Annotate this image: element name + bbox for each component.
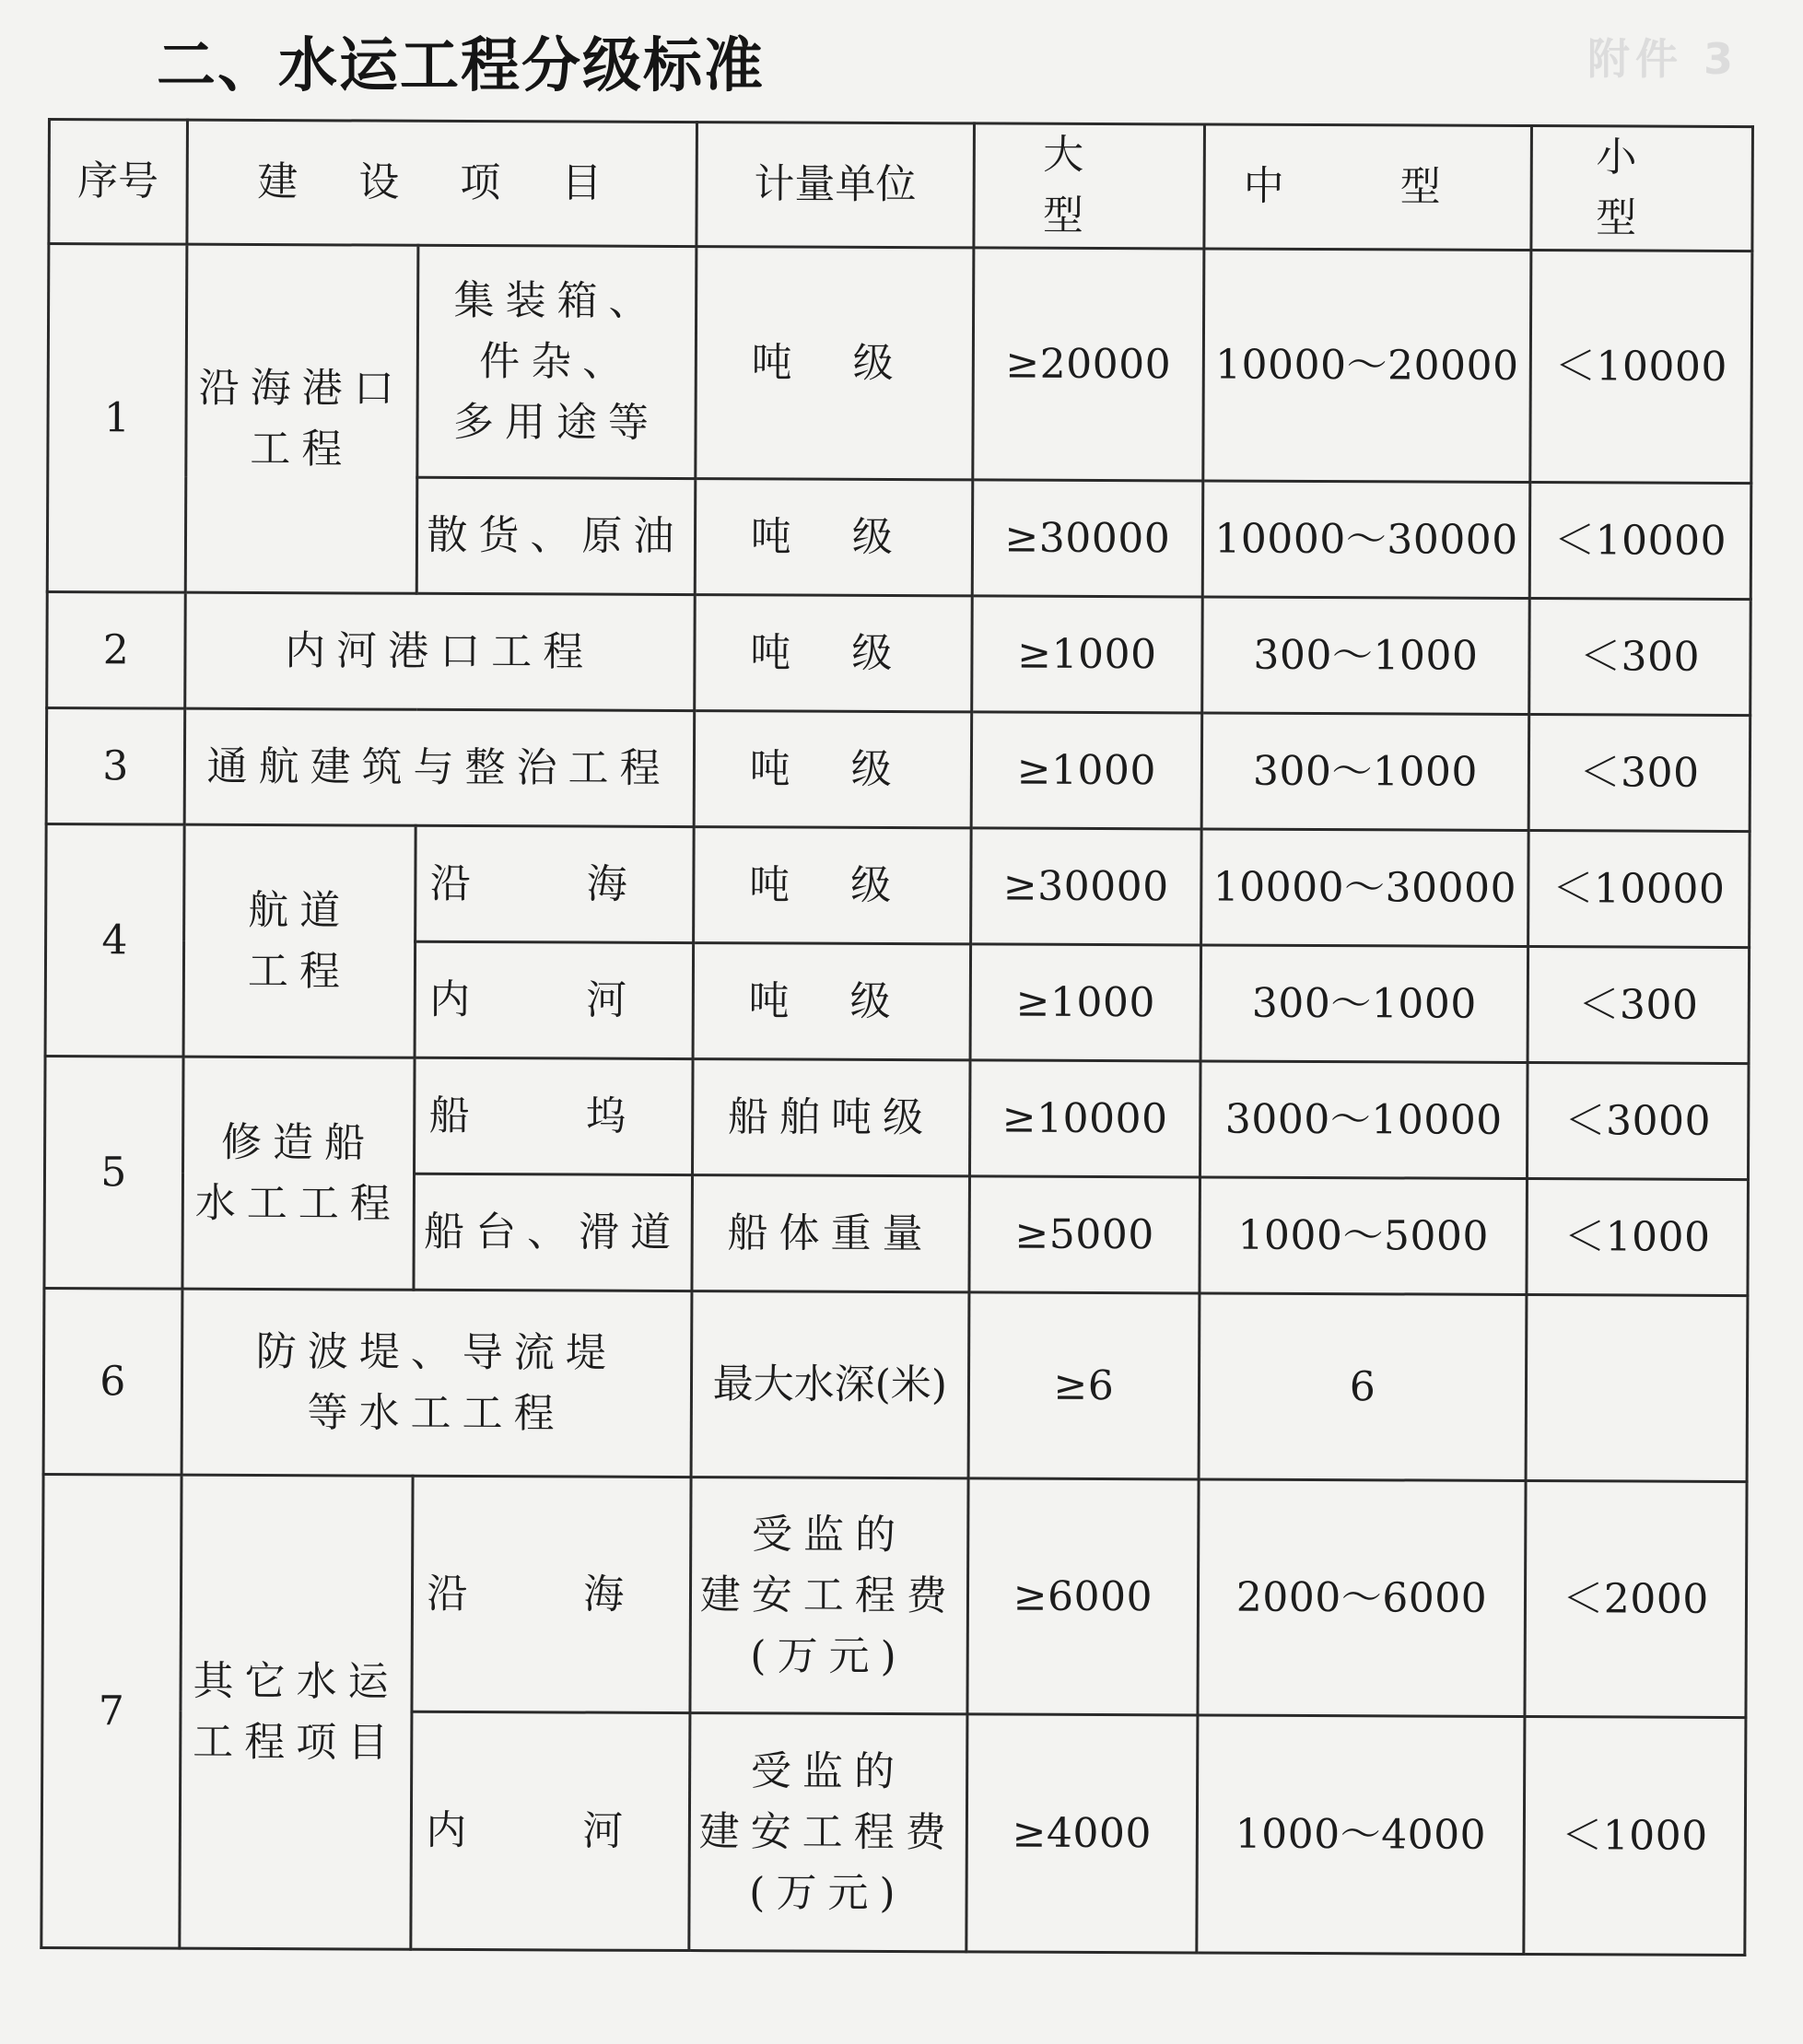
medium-cell: 10000～30000 [1202,481,1530,599]
seq-cell: 2 [47,592,185,709]
unit-cell: 船舶吨级 [692,1059,970,1176]
small-cell: ＜300 [1529,599,1750,716]
category-cell: 修造船 水工工程 [182,1057,416,1290]
small-cell: ＜2000 [1525,1481,1747,1718]
table-row [43,1288,1748,1481]
subcategory-cell: 沿 海 [416,825,694,942]
large-cell: ≥1000 [971,712,1201,829]
header-large: 大 型 [974,123,1204,249]
category-cell: 航道 工程 [183,824,416,1057]
category-cell: 内河港口工程 [184,592,694,710]
category-cell: 通航建筑与整治工程 [184,708,694,826]
large-cell: ≥4000 [966,1714,1198,1953]
large-cell: ≥6 [968,1292,1200,1479]
large-cell: ≥30000 [972,480,1202,597]
seq-cell: 5 [44,1056,183,1289]
unit-cell: 吨 级 [694,711,972,828]
unit-cell: 受监的 建安工程费 (万元) [690,1478,968,1714]
medium-cell: 10000～20000 [1203,249,1531,483]
category-cell: 其它水运 工程项目 [180,1475,414,1949]
subcategory-cell: 散货、原油 [416,477,695,594]
medium-cell: 300～1000 [1201,713,1529,831]
unit-cell: 吨 级 [693,827,971,944]
page-title: 二、水运工程分级标准 [157,32,765,100]
seq-cell: 6 [43,1288,182,1475]
large-cell: ≥10000 [969,1060,1200,1177]
table-row [45,1056,1750,1179]
header-item: 建 设 项 目 [187,120,697,246]
category-cell: 防波堤、导流堤 等水工工程 [181,1289,692,1477]
seq-cell: 1 [47,244,186,593]
bleed-through-text: 附件 3 [1586,34,1739,84]
subcategory-cell: 内 河 [415,941,693,1058]
medium-cell: 2000～6000 [1198,1479,1527,1717]
medium-cell: 10000～30000 [1200,829,1528,947]
small-cell: ＜10000 [1528,831,1750,948]
large-cell: ≥5000 [969,1176,1200,1293]
medium-cell: 3000～10000 [1200,1061,1528,1179]
seq-cell: 7 [41,1474,181,1948]
medium-cell: 1000～5000 [1200,1177,1528,1295]
seq-cell: 4 [45,823,184,1057]
header-unit: 计量单位 [697,123,975,248]
unit-cell: 船体重量 [692,1175,970,1292]
small-cell: ＜10000 [1529,483,1750,600]
small-cell: ＜300 [1528,715,1750,832]
header-medium: 中 型 [1204,124,1532,251]
small-cell: ＜10000 [1530,251,1752,484]
large-cell: ≥1000 [970,944,1200,1061]
table-row [46,708,1750,832]
small-cell: ＜3000 [1528,1063,1749,1180]
unit-cell: 吨 级 [693,943,971,1060]
header-seq: 序号 [49,120,187,245]
subcategory-cell: 沿 海 [412,1476,691,1712]
medium-cell: 300～1000 [1202,597,1530,715]
small-cell: ＜300 [1528,947,1749,1064]
unit-cell: 吨 级 [695,247,973,480]
small-cell: ＜1000 [1527,1179,1748,1296]
table-row [48,244,1752,484]
large-cell: ≥30000 [971,828,1201,945]
subcategory-cell: 内 河 [411,1711,690,1950]
medium-cell: 300～1000 [1200,945,1528,1063]
subcategory-cell: 集装箱、 件杂、 多用途等 [417,245,697,478]
subcategory-cell: 船台、滑道 [414,1174,692,1291]
medium-cell: 1000～4000 [1197,1715,1526,1955]
seq-cell: 3 [46,708,184,825]
unit-cell: 最大水深(米) [691,1291,969,1478]
table-row [42,1474,1747,1717]
table-row [46,823,1750,947]
large-cell: ≥1000 [972,596,1202,713]
small-cell: ＜1000 [1524,1717,1746,1956]
classification-table [40,118,1754,1956]
medium-cell: 6 [1199,1293,1527,1481]
large-cell: ≥20000 [973,248,1204,481]
unit-cell: 受监的 建安工程费 (万元) [688,1713,966,1952]
table-row [47,592,1751,716]
table-header-row [49,120,1753,251]
unit-cell: 吨 级 [694,595,972,712]
header-small: 小 型 [1531,126,1752,251]
category-cell: 沿海港口 工程 [185,244,418,593]
unit-cell: 吨 级 [695,479,973,596]
small-cell [1526,1295,1748,1482]
large-cell: ≥6000 [967,1478,1199,1715]
subcategory-cell: 船 坞 [415,1057,693,1174]
